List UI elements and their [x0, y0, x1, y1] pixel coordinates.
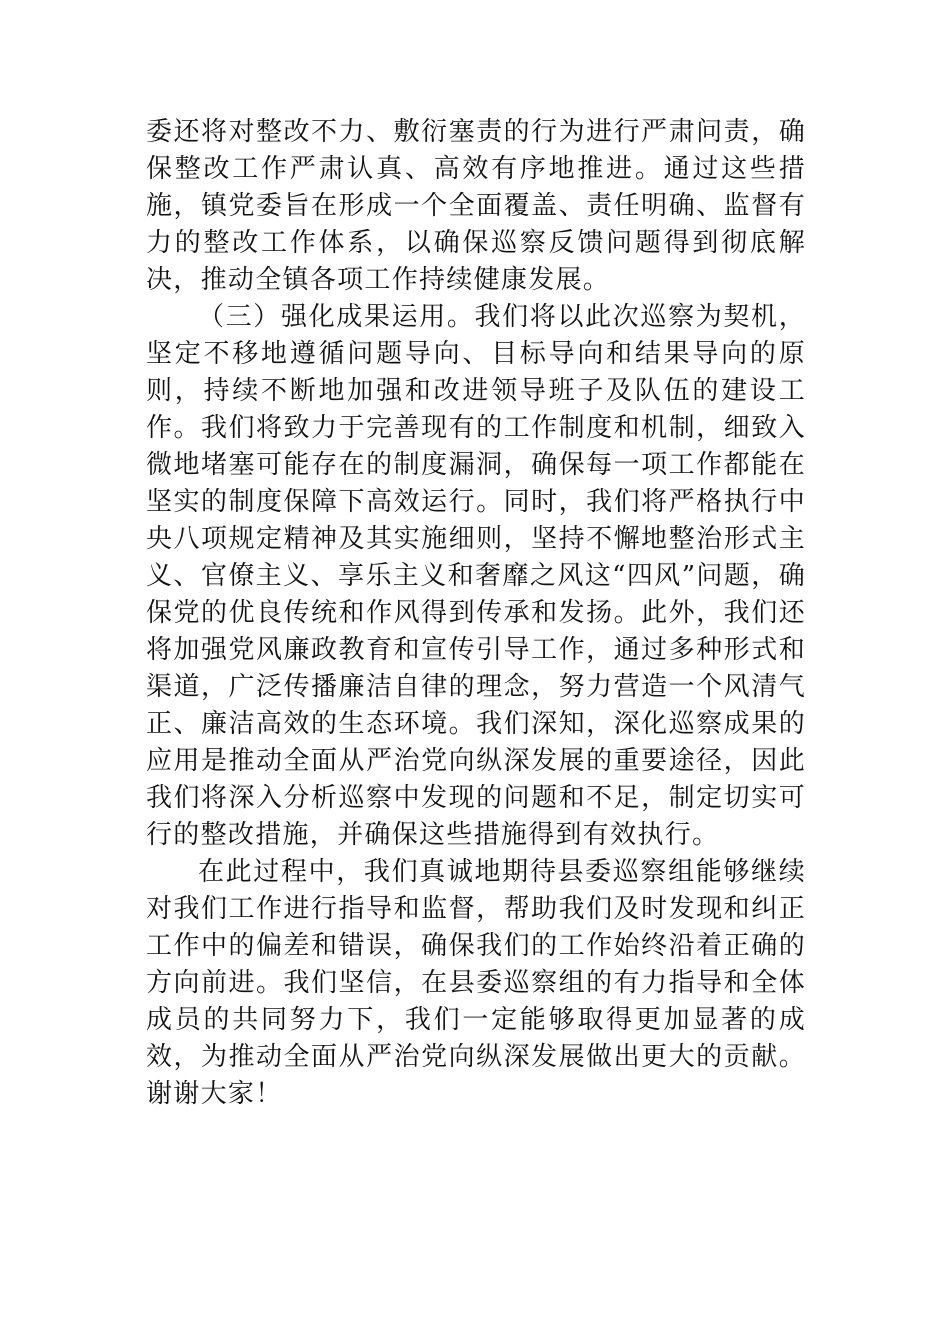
- paragraph-closing-remarks: 在此过程中，我们真诚地期待县委巡察组能够继续对我们工作进行指导和监督，帮助我们及时发现和纠正工作中的偏差和错误，确保我们的工作始终沿着正确的方向前进。我们坚信，在县委巡察组的有力指导和全体成员的共同努力下，我们一定能够取得更加显著的成效，为推动全面从严治党向纵深发展做出更大的贡献。谢谢大家！: [146, 857, 806, 1109]
- paragraph-strengthen-results: （三）强化成果运用。我们将以此次巡察为契机，坚定不移地遵循问题导向、目标导向和结果导向的原则，持续不断地加强和改进领导班子及队伍的建设工作。我们将致力于完善现有的工作制度和机制，细致入微地堵塞可能存在的制度漏洞，确保每一项工作都能在坚实的制度保障下高效运行。同时，我们将严格执行中央八项规定精神及其实施细则，坚持不懈地整治形式主义、官僚主义、享乐主义和奢靡之风这“四风”问题，确保党的优良传统和作风得到传承和发扬。此外，我们还将加强党风廉政教育和宣传引导工作，通过多种形式和渠道，广泛传播廉洁自律的理念，努力营造一个风清气正、廉洁高效的生态环境。我们深知，深化巡察成果的应用是推动全面从严治党向纵深发展的重要途径，因此我们将深入分析巡察中发现的问题和不足，制定切实可行的整改措施，并确保这些措施得到有效执行。: [146, 302, 806, 850]
- paragraph-rectification-accountability: 委还将对整改不力、敷衍塞责的行为进行严肃问责，确保整改工作严肃认真、高效有序地推进。通过这些措施，镇党委旨在形成一个全面覆盖、责任明确、监督有力的整改工作体系，以确保巡察反馈问题得到彻底解决，推动全镇各项工作持续健康发展。: [146, 117, 806, 295]
- document-page: [146, 114, 806, 1113]
